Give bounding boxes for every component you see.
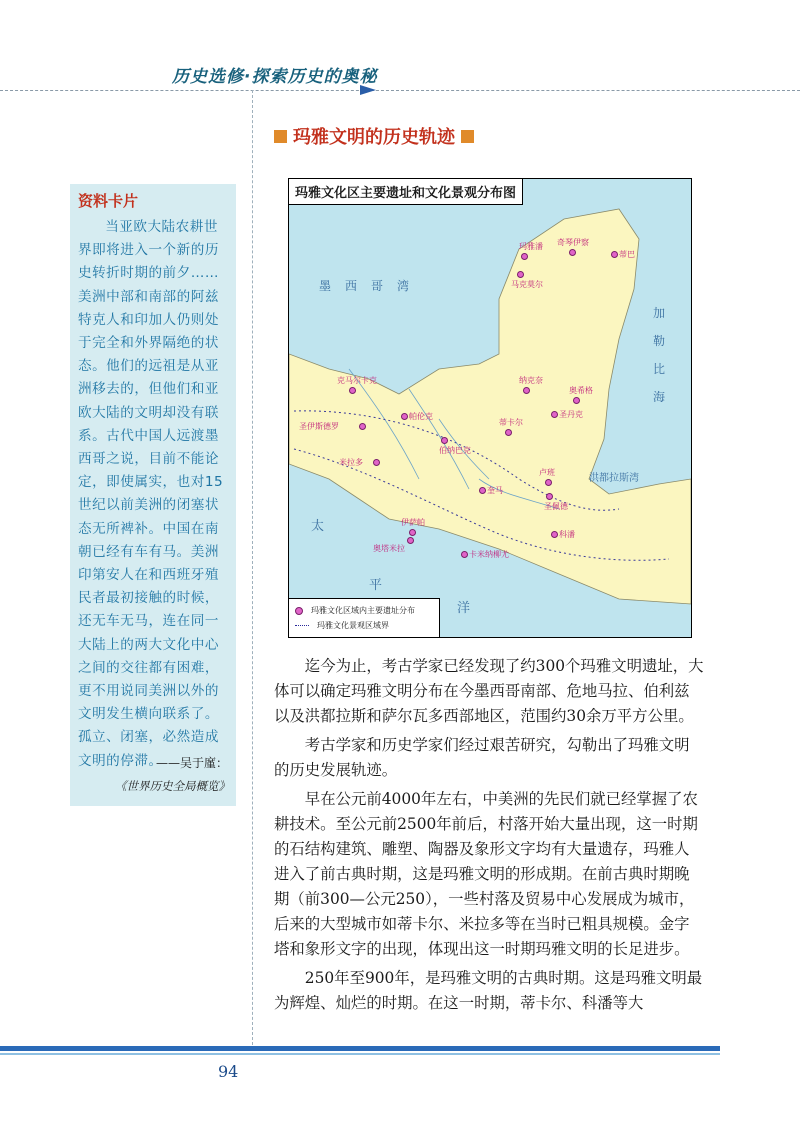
sea-char: 西 — [345, 279, 372, 293]
section-title — [274, 123, 474, 149]
header-rule — [0, 90, 800, 91]
sea-label: 平 — [369, 578, 383, 593]
sea-char: 哥 — [371, 279, 398, 293]
sea-label — [319, 277, 423, 294]
sea-label: 太 — [311, 519, 325, 534]
page-number: 94 — [218, 1062, 239, 1081]
sea-char: 比 — [653, 362, 666, 376]
map-site: 米拉多 — [339, 457, 363, 468]
map-site: 科潘 — [559, 529, 575, 540]
legend-label: 玛雅文化景观区域界 — [317, 621, 389, 630]
footer-bar — [0, 1046, 720, 1051]
map-site: 奥塔米拉 — [373, 543, 405, 554]
info-card-author: ——吴于廑： — [155, 756, 228, 770]
map-site: 圣丹克 — [559, 409, 583, 420]
info-card — [70, 184, 236, 806]
map-site: 奥希格 — [569, 385, 593, 396]
map-site: 纳克奈 — [519, 375, 543, 386]
running-title: 历史选修·探索历史的奥秘 — [172, 67, 378, 87]
legend-item — [295, 620, 389, 631]
sea-char: 加 — [653, 306, 666, 320]
map-site: 伯纳巴克 — [439, 445, 471, 456]
sea-label: 洋 — [457, 601, 471, 616]
info-card-source: 《世界历史全局概览》 — [115, 779, 230, 793]
map-site: 奇琴伊察 — [557, 237, 589, 248]
map-site: 卡米纳柳尤 — [469, 549, 509, 560]
legend-label: 玛雅文化区域内主要遗址分布 — [311, 606, 415, 615]
header-arrow-icon — [360, 85, 376, 95]
map-site: 奎马 — [487, 485, 503, 496]
square-bullet-icon — [274, 130, 287, 143]
section-title-text: 玛雅文明的历史轨迹 — [293, 127, 455, 148]
map-site: 马克莫尔 — [511, 279, 543, 290]
info-card-title: 资料卡片 — [78, 192, 139, 210]
maya-map — [288, 178, 692, 638]
map-site: 帕伦克 — [409, 411, 433, 422]
map-site: 圣佩德 — [544, 501, 568, 512]
sea-char: 勒 — [653, 334, 666, 348]
sea-char: 海 — [653, 390, 666, 404]
margin-rule — [252, 90, 253, 1050]
square-bullet-icon — [461, 130, 474, 143]
map-legend — [289, 598, 440, 637]
sea-label: 洪都拉斯湾 — [589, 473, 639, 484]
map-site: 伊萨帕 — [401, 517, 425, 528]
site-dot-icon — [295, 607, 303, 615]
map-site: 圣伊斯德罗 — [299, 421, 339, 432]
map-title: 玛雅文化区主要遗址和文化景观分布图 — [289, 179, 523, 205]
paragraph: 考古学家和历史学家们经过艰苦研究，勾勒出了玛雅文明的历史发展轨迹。 — [274, 736, 690, 779]
map-site: 卢班 — [539, 467, 555, 478]
paragraph: 250年至900年，是玛雅文明的古典时期。这是玛雅文明最为辉煌、灿烂的时期。在这一时期，蒂卡尔、科潘等大 — [274, 969, 703, 1012]
paragraph: 迄今为止，考古学家已经发现了约300个玛雅文明遗址，大体可以确定玛雅文明分布在今墨西哥南部、危地马拉、伯利兹以及洪都拉斯和萨尔瓦多西部地区，范围约30余万平方公里。 — [274, 657, 704, 725]
paragraph: 早在公元前4000年左右，中美洲的先民们就已经掌握了农耕技术。至公元前2500年前后，村落开始大量出现，这一时期的石结构建筑、雕塑、陶器及象形文字均有大量遗存，玛雅人进入了前古典时期，这是玛雅文明的形成期。在前古典时期晚期（前300—公元250），一些村落及贸易中心发展成为城市，后来的大型城市如蒂卡尔、米拉多等在当时已粗具规模。金字塔和象形文字的出现，体现出这一时期玛雅文明的长足进步。 — [274, 790, 698, 958]
legend-item — [295, 605, 415, 616]
map-site: 克马尔卡克 — [337, 375, 377, 386]
map-site: 蒂巴 — [619, 249, 635, 260]
body-text — [274, 654, 704, 1020]
info-card-body: 当亚欧大陆农耕世界即将进入一个新的历史转折时期的前夕……美洲中部和南部的阿兹特克人和印加人仍则处于完全和外界隔绝的状态。他们的远祖是从亚洲移去的，但他们和亚欧大陆的文明却没有联系。古代中国人远渡墨西哥之说，目前不能论定，即使属实，也对15世纪以前美洲的闭塞状态无所裨补。中国在南朝已经有车有马。美洲印第安人在和西班牙殖民者最初接触的时候，还无车无马，连在同一大陆上的两大文化中心之间的交往都有困难，更不用说同美洲以外的文明发生横向联系了。孤立、闭塞，必然造成文明的停滞。 — [78, 219, 224, 769]
sea-char: 墨 — [319, 279, 346, 293]
map-site: 蒂卡尔 — [499, 417, 523, 428]
sea-char: 湾 — [397, 279, 424, 293]
sea-label — [653, 299, 667, 411]
footer-bar-light — [0, 1053, 720, 1055]
map-drawing — [289, 179, 691, 637]
map-site: 玛雅潘 — [519, 241, 543, 252]
boundary-line-icon — [295, 625, 309, 626]
